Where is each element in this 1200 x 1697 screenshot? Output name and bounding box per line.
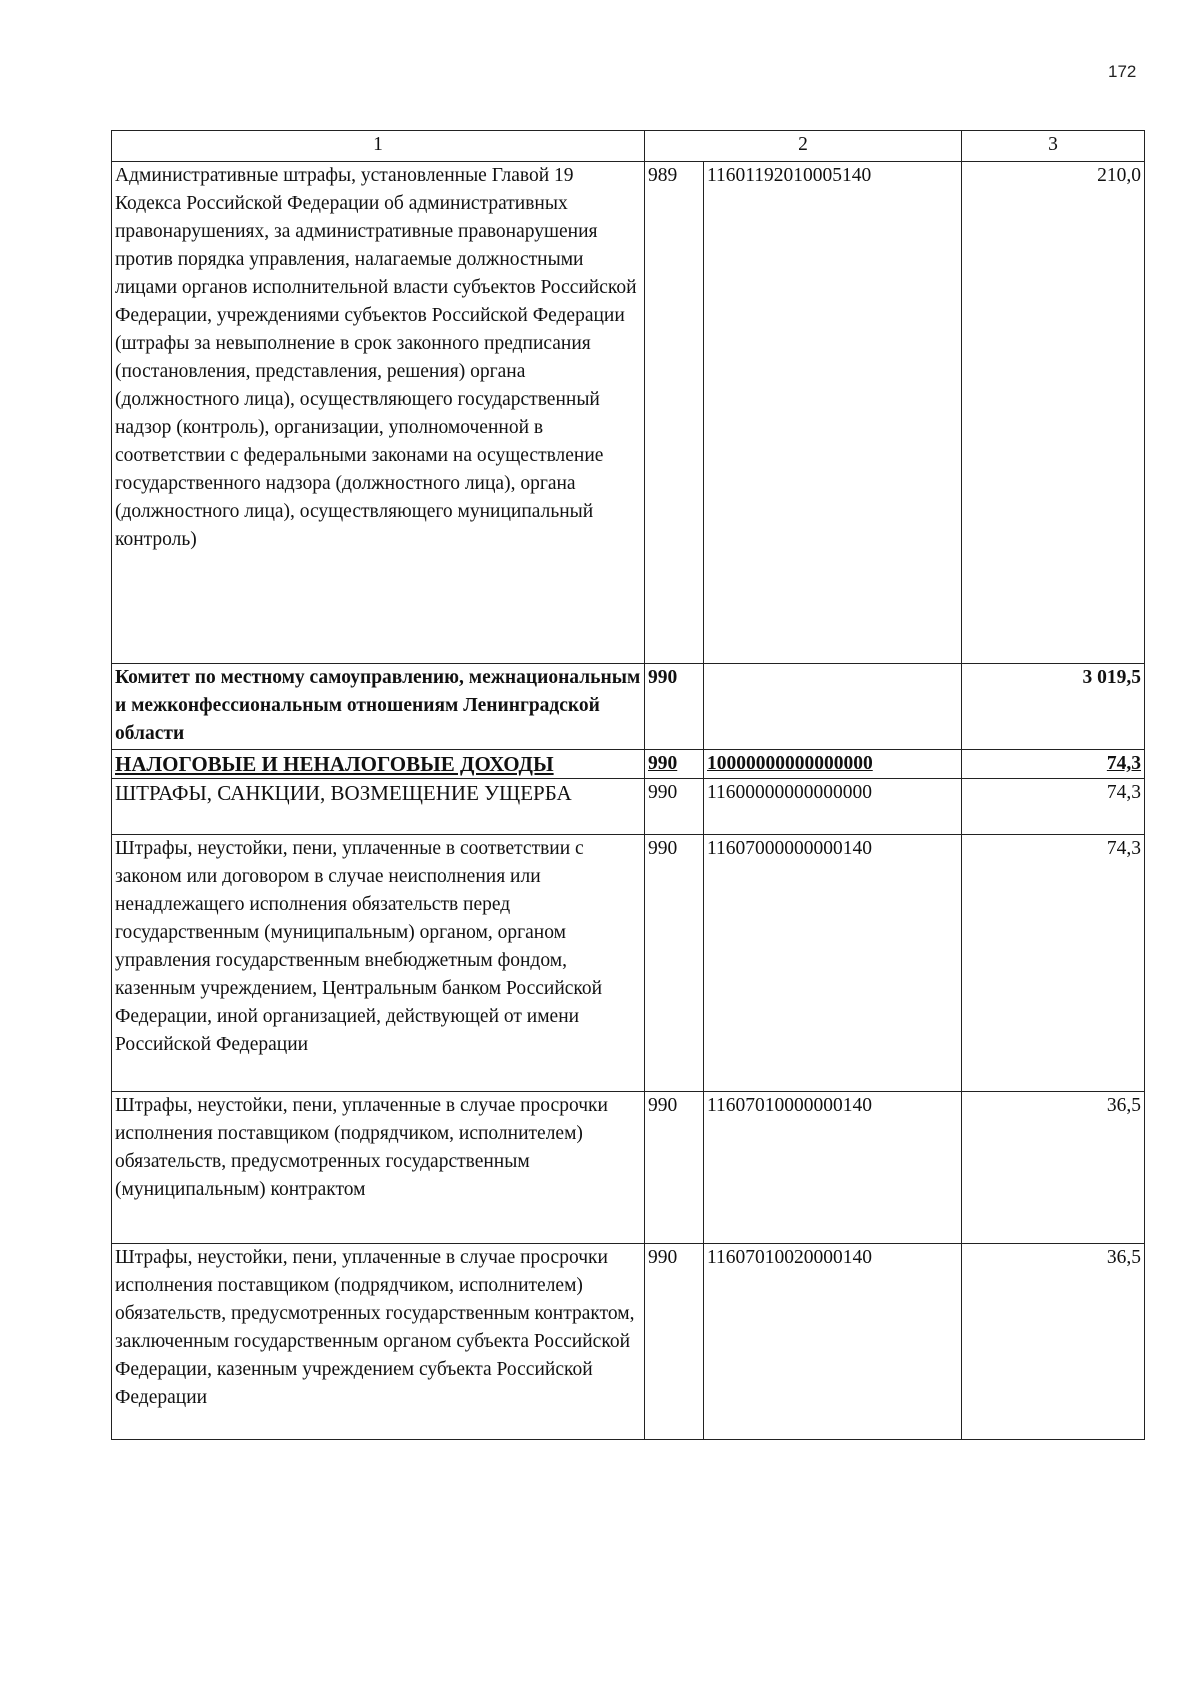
table-row [112, 664, 1145, 750]
header-col-1: 1 [112, 131, 645, 162]
row-budget-code: 11607000000000140 [704, 835, 962, 1092]
row-name: Штрафы, неустойки, пени, уплаченные в соответствии с законом или договором в случае неисполнения или ненадлежащего исполнения обязательств перед государственным (муниципальным) органом, органом управления государственным внебюджетным фондом, казенным учреждением, Центральным банком Российской Федерации, иной организацией, действующей от имени Российской Федерации [112, 835, 645, 1092]
row-budget-code: 11600000000000000 [704, 779, 962, 835]
header-col-2: 2 [645, 131, 962, 162]
row-name: НАЛОГОВЫЕ И НЕНАЛОГОВЫЕ ДОХОДЫ [112, 750, 645, 779]
row-budget-code: 11601192010005140 [704, 162, 962, 664]
table-row [112, 1244, 1145, 1440]
table-row [112, 750, 1145, 779]
row-admin-code: 989 [645, 162, 704, 664]
row-admin-code: 990 [645, 750, 704, 779]
row-sum: 210,0 [962, 162, 1145, 664]
revenue-table [111, 130, 1145, 1440]
row-sum: 36,5 [962, 1092, 1145, 1244]
row-sum: 74,3 [962, 779, 1145, 835]
row-budget-code [704, 664, 962, 750]
row-sum: 3 019,5 [962, 664, 1145, 750]
row-budget-code: 10000000000000000 [704, 750, 962, 779]
page-number: 172 [1108, 62, 1137, 81]
row-sum: 74,3 [962, 835, 1145, 1092]
row-admin-code: 990 [645, 664, 704, 750]
row-budget-code: 11607010020000140 [704, 1244, 962, 1440]
row-admin-code: 990 [645, 1244, 704, 1440]
row-sum: 74,3 [962, 750, 1145, 779]
table-row [112, 835, 1145, 1092]
table-row [112, 1092, 1145, 1244]
header-col-3: 3 [962, 131, 1145, 162]
table-row [112, 162, 1145, 664]
row-admin-code: 990 [645, 835, 704, 1092]
row-budget-code: 11607010000000140 [704, 1092, 962, 1244]
row-name: Штрафы, неустойки, пени, уплаченные в случае просрочки исполнения поставщиком (подрядчиком, исполнителем) обязательств, предусмотренных государственным контрактом, заключенным государственным органом субъекта Российской Федерации, казенным учреждением субъекта Российской Федерации [112, 1244, 645, 1440]
table-header-row [112, 131, 1145, 162]
table-row [112, 779, 1145, 835]
row-name: Комитет по местному самоуправлению, межнациональным и межконфессиональным отношениям Ленинградской области [112, 664, 645, 750]
row-admin-code: 990 [645, 1092, 704, 1244]
row-sum: 36,5 [962, 1244, 1145, 1440]
row-name: ШТРАФЫ, САНКЦИИ, ВОЗМЕЩЕНИЕ УЩЕРБА [112, 779, 645, 835]
row-admin-code: 990 [645, 779, 704, 835]
row-name: Административные штрафы, установленные Главой 19 Кодекса Российской Федерации об административных правонарушениях, за административные правонарушения против порядка управления, налагаемые должностными лицами органов исполнительной власти субъектов Российской Федерации, учреждениями субъектов Российской Федерации (штрафы за невыполнение в срок законного предписания (постановления, представления, решения) органа (должностного лица), осуществляющего государственный надзор (контроль), организации, уполномоченной в соответствии с федеральными законами на осуществление государственного надзора (должностного лица), органа (должностного лица), осуществляющего муниципальный контроль) [112, 162, 645, 664]
row-name: Штрафы, неустойки, пени, уплаченные в случае просрочки исполнения поставщиком (подрядчиком, исполнителем) обязательств, предусмотренных государственным (муниципальным) контрактом [112, 1092, 645, 1244]
